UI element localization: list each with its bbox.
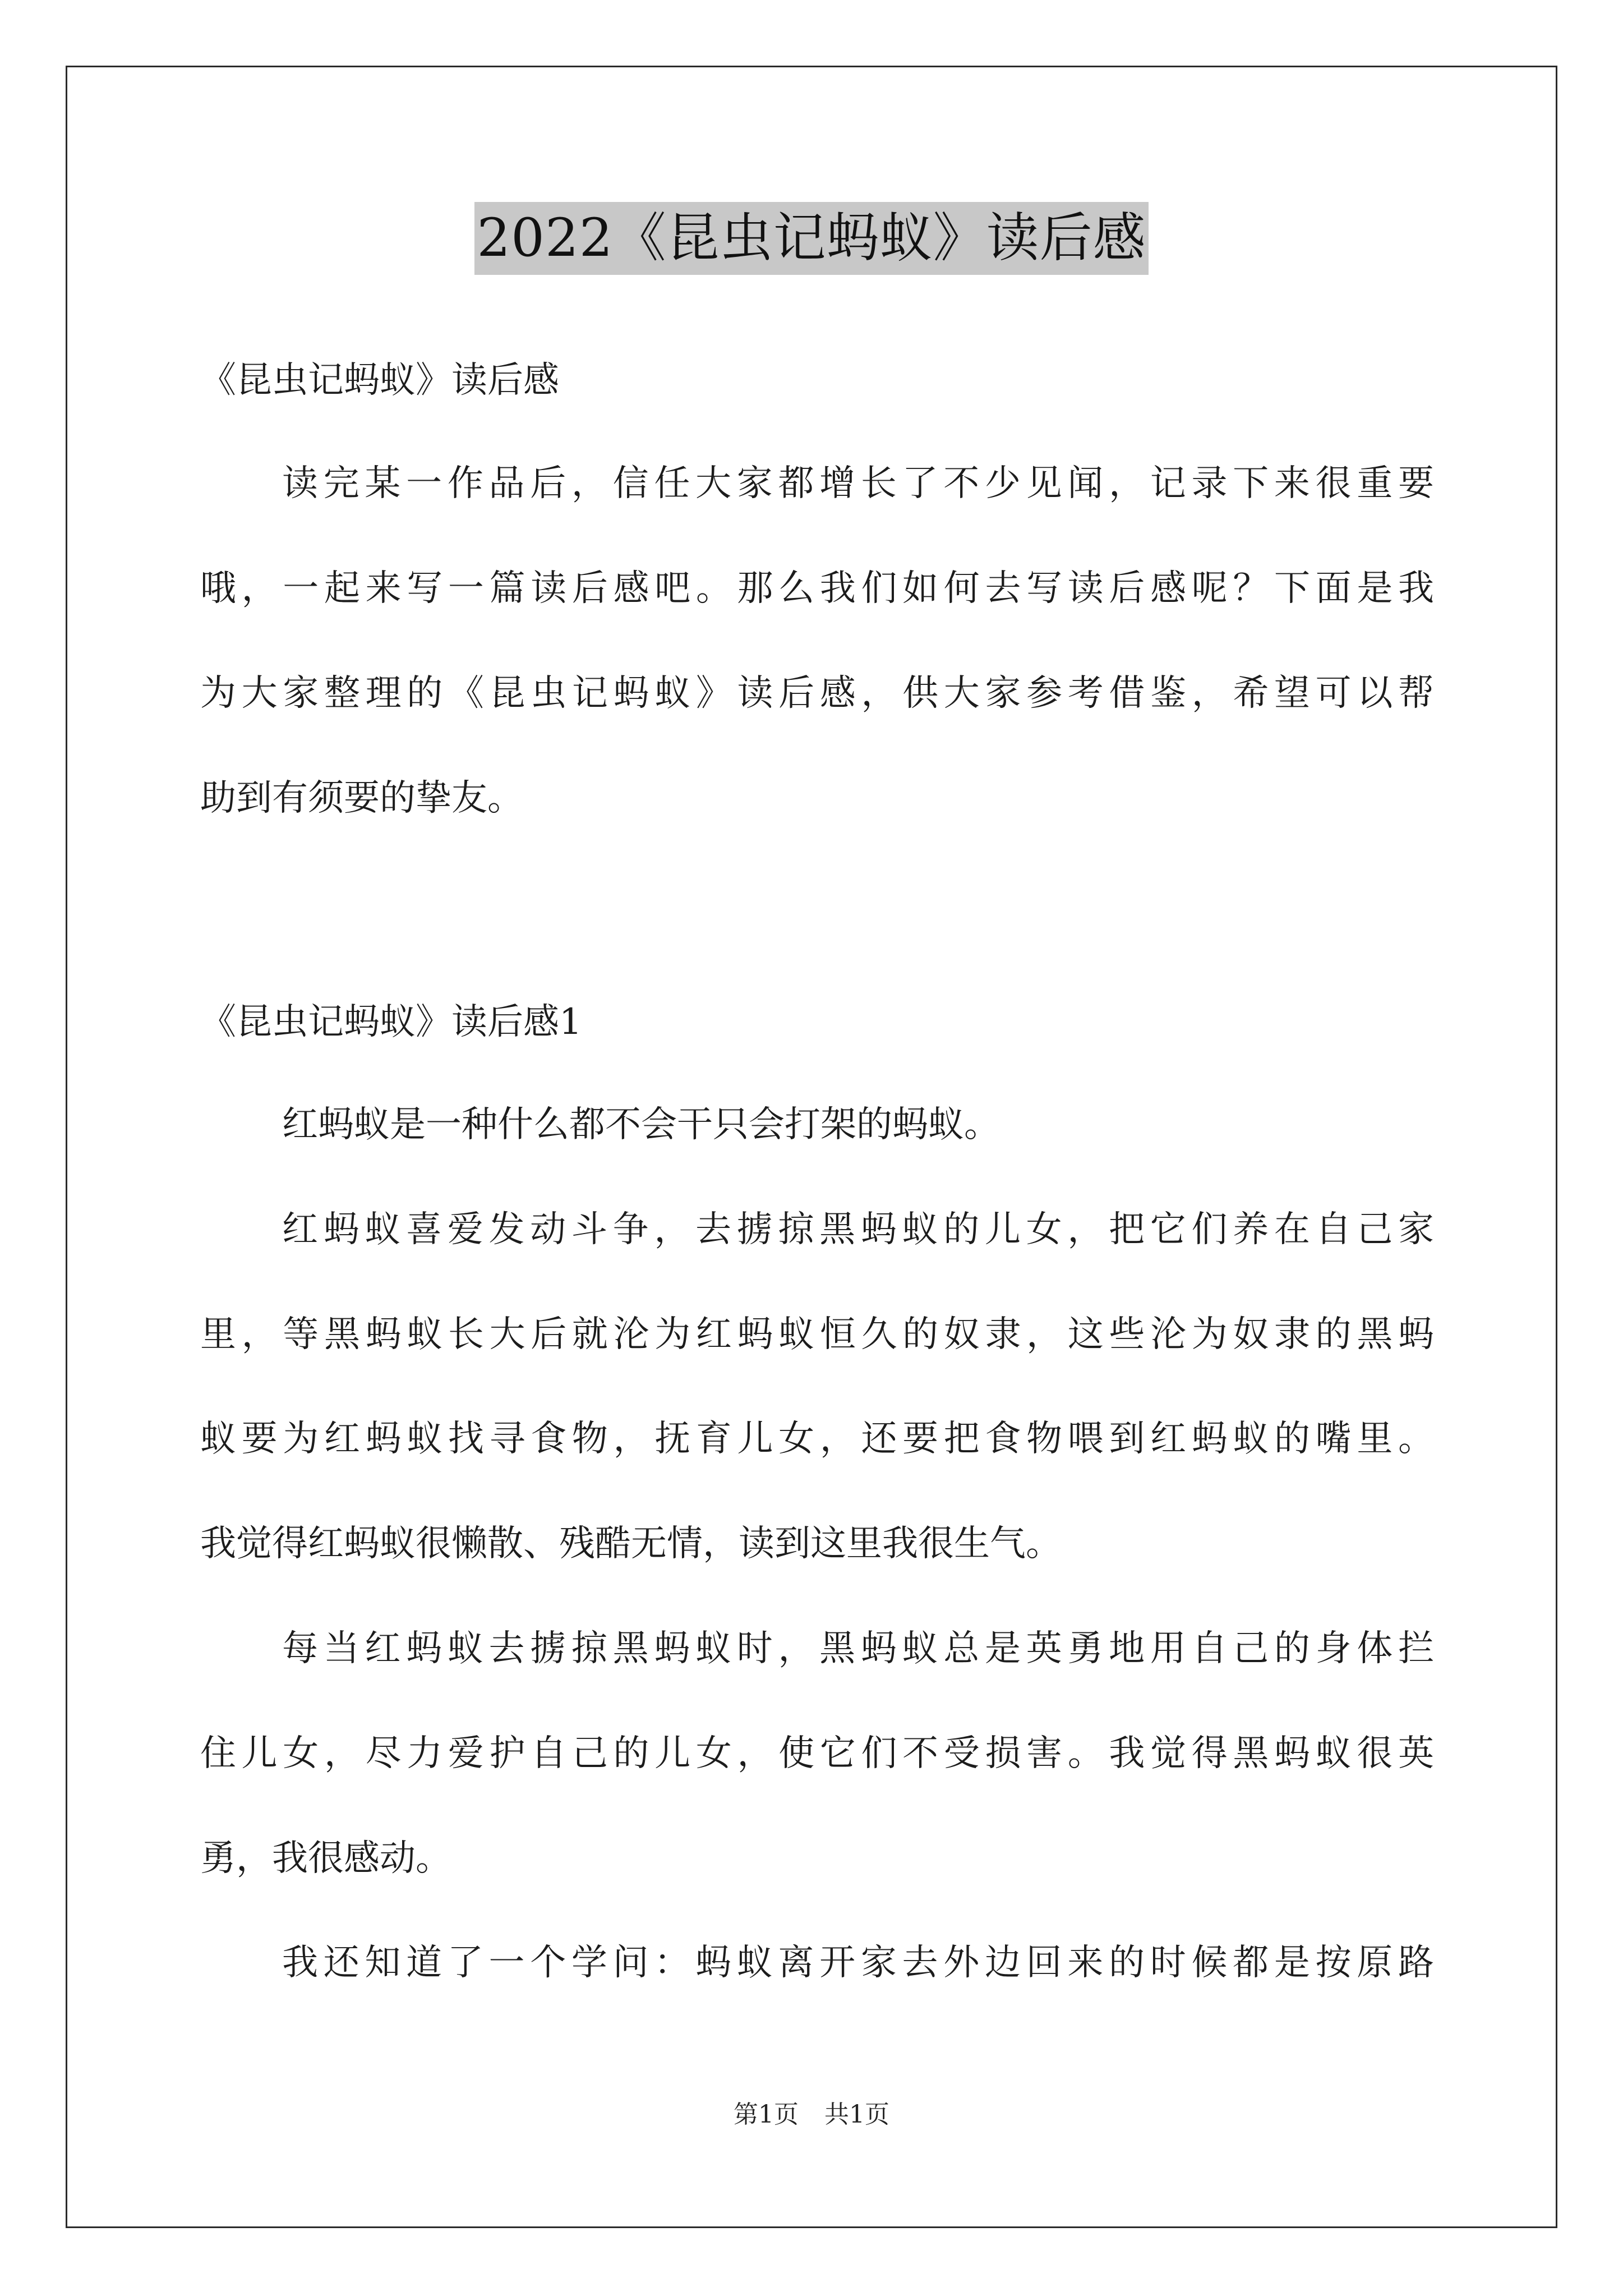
intro-line: 助到有须要的挚友。 [200, 777, 523, 819]
title-block [0, 202, 1623, 275]
subtitle: 《昆虫记蚂蚁》读后感 [200, 360, 559, 401]
paragraph-line: 勇，我很感动。 [200, 1838, 451, 1879]
page-footer [0, 2098, 1623, 2132]
intro-line: 读完某一作品后，信任大家都增长了不少见闻，记录下来很重要 [282, 463, 1434, 504]
document-title: 2022《昆虫记蚂蚁》读后感 [474, 202, 1148, 275]
paragraph-line: 我觉得红蚂蚁很懒散、残酷无情，读到这里我很生气。 [200, 1523, 1062, 1565]
section-heading: 《昆虫记蚂蚁》读后感1 [200, 1001, 582, 1043]
paragraph-line: 红蚂蚁喜爱发动斗争，去掳掠黑蚂蚁的儿女，把它们养在自己家 [282, 1209, 1434, 1250]
page-number: 第1页 [734, 2100, 799, 2129]
paragraph-line: 住儿女，尽力爱护自己的儿女，使它们不受损害。我觉得黑蚂蚁很英 [200, 1733, 1434, 1774]
intro-line: 哦，一起来写一篇读后感吧。那么我们如何去写读后感呢？下面是我 [200, 568, 1434, 609]
paragraph-line: 红蚂蚁是一种什么都不会干只会打架的蚂蚁。 [282, 1104, 1000, 1145]
paragraph-line: 我还知道了一个学问：蚂蚁离开家去外边回来的时候都是按原路 [282, 1942, 1434, 1984]
paragraph-line: 蚁要为红蚂蚁找寻食物，抚育儿女，还要把食物喂到红蚂蚁的嘴里。 [200, 1418, 1434, 1460]
intro-line: 为大家整理的《昆虫记蚂蚁》读后感，供大家参考借鉴，希望可以帮 [200, 673, 1434, 714]
paragraph-line: 每当红蚂蚁去掳掠黑蚂蚁时，黑蚂蚁总是英勇地用自己的身体拦 [282, 1628, 1434, 1669]
page-total: 共1页 [824, 2100, 889, 2129]
paragraph-line: 里，等黑蚂蚁长大后就沦为红蚂蚁恒久的奴隶，这些沦为奴隶的黑蚂 [200, 1314, 1434, 1355]
